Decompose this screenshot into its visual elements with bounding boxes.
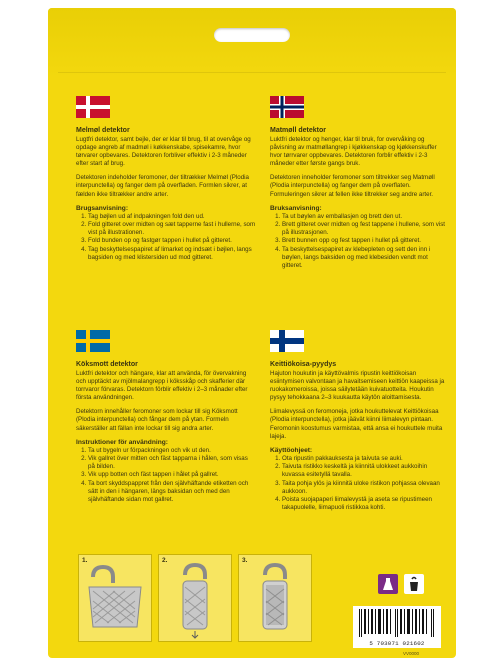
finnish-step: 1. Ota ripustin pakkauksesta ja taivuta se auki.	[282, 455, 450, 463]
finnish-steps	[270, 455, 450, 512]
danish-info: Detektoren indeholder feromoner, der tiltrækker Melmøl (Plodia interpunctella) og fanger dem på overfladen. Formlen sikrer, at fælden ikke tiltrækker andre arter.	[76, 174, 249, 198]
finnish-info: Liimalevyssä on feromoneja, jotka houkuttelevat Keittiökoisaa (Plodia interpunctella), jotka jäävät kiinni liimalevyn pintaan. Feromonin koostumus varmistaa, että ansa ei houkuttele muita lajeja.	[270, 408, 443, 440]
danish-instructions-title: Brugsanvisning:	[76, 204, 129, 212]
norway-flag-icon	[270, 96, 304, 118]
finland-flag-icon	[270, 330, 304, 352]
hazard-purple-icon	[378, 574, 398, 594]
norwegian-step: 2. Brett gitteret over midten og fest tappene i hullene, som vist på illustrasjonen.	[282, 221, 450, 237]
illustration-label: 3.	[242, 557, 248, 564]
swedish-steps	[76, 447, 256, 504]
hanger-assembled-illustration	[239, 555, 311, 641]
swedish-section	[76, 330, 256, 504]
illustration-panel-2	[158, 554, 232, 642]
danish-title: Melmøl detektor	[76, 127, 130, 134]
norwegian-steps	[270, 213, 450, 270]
swedish-step: 2. Vik gallret över mitten och fäst tapparna i hålen, som visas på bilden.	[88, 455, 256, 471]
norwegian-info: Detektoren inneholder feromoner som tiltrekker seg Matmøll (Plodia interpunctella) og fanger dem på overflaten. Formuleringen sikrer at fellen ikke tiltrekker seg andre arter.	[270, 174, 435, 198]
norwegian-step: 3. Brett bunnen opp og fest tappen i hullet på gitteret.	[282, 237, 450, 245]
illustration-label: 1.	[82, 557, 88, 564]
package	[48, 8, 456, 658]
hanger-folded-illustration	[159, 555, 231, 641]
swedish-step: 1. Ta ut bygeln ur förpackningen och vik ut den.	[88, 447, 256, 455]
swedish-title: Köksmott detektor	[76, 361, 138, 368]
danish-intro: Lugtfri detektor, samt bejle, der er klar til brug, til at overvåge og opdage angreb af madmøl i køkkenskabe, spisekamre, hvor tørvarer opbevares. Detektoren forbliver effektiv i 2-3 måneder efter start af brug.	[76, 136, 251, 168]
illustration-label: 2.	[162, 557, 168, 564]
norwegian-title: Matmøll detektor	[270, 127, 327, 134]
danish-step: 1. Tag bøjlen ud af indpakningen fold den ud.	[88, 213, 256, 221]
sweden-flag-icon	[76, 330, 110, 352]
hanger-unfolded-illustration	[79, 555, 151, 641]
finnish-step: 2. Taivuta ristikko keskeltä ja kiinnitä ulokkeet aukkoihin kuvassa esitetyllä tavalla.	[282, 463, 450, 479]
norwegian-step: 1. Ta ut bøylen av emballasjen og brett den ut.	[282, 213, 450, 221]
finnish-section	[270, 330, 450, 512]
batch-code: VV0000	[403, 651, 420, 656]
barcode-bars-icon	[353, 606, 441, 638]
danish-section	[76, 96, 256, 262]
denmark-flag-icon	[76, 96, 110, 118]
norwegian-intro: Luktfri detektor og henger, klar til bruk, for overvåking og påvisning av matmøllangrep i kjøkkenskap og kjøkkenskuffer hvor tørrvarer oppbevares. Detektoren forblir effektiv i 2-3 måneder etter første gangs bruk.	[270, 136, 437, 168]
danish-step: 2. Fold gitteret over midten og sæt tapperne fast i hullerne, som vist på illustrationen.	[88, 221, 256, 237]
swedish-step: 3. Vik upp botten och fäst tappen i hålet på gallret.	[88, 471, 256, 479]
package-top-shade	[48, 8, 456, 78]
danish-step: 4. Tag beskyttelsespapiret af limarket og indsæt i bøjlen, langs bagsiden og med klistersiden ud mod gitteret.	[88, 246, 256, 262]
illustration-panel-1	[78, 554, 152, 642]
swedish-info: Detektorn innehåller feromoner som lockar till sig Köksmott (Plodia interpunctella) och fångar dem på ytan. Formeln säkerställer att fällan inte lockar till sig andra arter.	[76, 408, 238, 432]
norwegian-instructions-title: Bruksanvisning:	[270, 204, 322, 212]
danish-steps	[76, 213, 256, 262]
fold-line	[58, 72, 446, 73]
hang-slot	[214, 28, 290, 42]
barcode	[353, 606, 441, 648]
finnish-step: 4. Poista suojapaperi liimalevystä ja aseta se ripustimeen takapuolelle, liimapuoli ristikkoa kohti.	[282, 496, 450, 512]
swedish-step: 4. Ta bort skyddspappret från den självhäftande etiketten och sätt in den i hängaren, längs baksidan och med den självhäftande sidan mot gallret.	[88, 480, 256, 504]
swedish-intro: Luktfri detektor och hängare, klar att använda, för övervakning och upptäckt av mjölmalangrepp i köksskåp och skafferier där torrvaror förvaras. Detektorn förblir effektiv i 2–3 månader efter första användningen.	[76, 370, 248, 402]
swedish-instructions-title: Instruktioner för användning:	[76, 438, 168, 446]
sorting-waste-icon	[404, 574, 424, 594]
finnish-intro: Hajuton houkutin ja käyttövalmis ripustin keittiökoisan esiintymisen valvontaan ja havaitsemiseen keittiön kaapeissa ja ruokakomeroissa, joissa säilytetään kuivatuotteita. Houkutin pysyy tehokkaana 2–3 kuukautta käytön aloittamisesta.	[270, 370, 445, 402]
finnish-instructions-title: Käyttöohjeet:	[270, 446, 313, 454]
finnish-step: 3. Taita pohja ylös ja kiinnitä uloke ristikon pohjassa olevaan aukkoon.	[282, 480, 450, 496]
danish-step: 3. Fold bunden op og fastgør tappen i hullet på gitteret.	[88, 237, 256, 245]
finnish-title: Keittiökoisa-pyydys	[270, 361, 337, 368]
barcode-digits: 5 703071 021602	[369, 640, 425, 647]
norwegian-step: 4. Ta beskyttelsespapiret av klebepleten og sett den inn i bøylen, langs baksiden og med klebesiden vendt mot gitteret.	[282, 246, 450, 270]
norwegian-section	[270, 96, 450, 270]
illustration-panel-3	[238, 554, 312, 642]
